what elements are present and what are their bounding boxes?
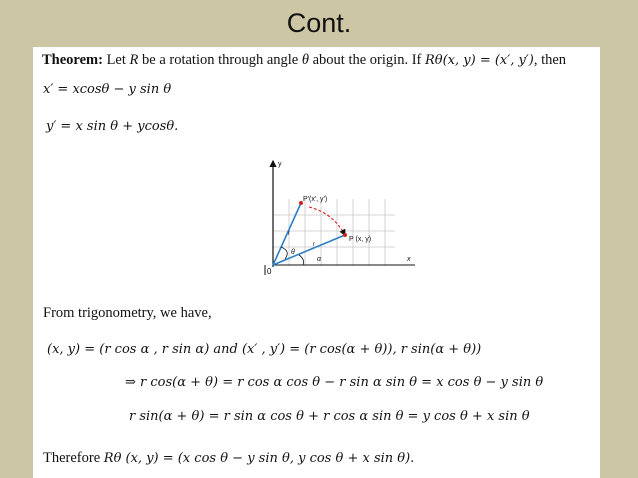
theorem-var-theta: θ [301, 52, 309, 68]
axis-y-label: y [278, 161, 282, 168]
radius-label-1: r [288, 231, 290, 237]
equation-y-prime: y′ = x sin θ + ycosθ. [46, 119, 179, 134]
axis-x-label: x [407, 256, 411, 263]
slide-title: Cont. [286, 8, 352, 38]
therefore-line [43, 450, 414, 467]
alpha-arc [299, 255, 304, 265]
equation-x-prime: x′ = xcosθ − y sin θ [43, 82, 172, 97]
from-trigonometry-text: From trigonometry, we have, [43, 305, 212, 321]
content-card [33, 47, 600, 478]
equation-cos-expansion: ⇒ r cos(α + θ) = r cos α cos θ − r sin α sin θ = x cos θ − y sin θ [125, 375, 544, 390]
theorem-text-4: , then [533, 52, 567, 68]
equation-sin-expansion: r sin(α + θ) = r sin α cos θ + r cos α sin θ = y cos θ + x sin θ [129, 409, 530, 424]
rotation-diagram [261, 155, 421, 280]
radius-label-2: r [313, 242, 315, 248]
origin-label: 0 [267, 267, 272, 276]
theorem-label: Theorem: [42, 52, 103, 68]
theorem-line [42, 52, 566, 69]
equation-polar: (x, y) = (r cos α , r sin α) and (x′ , y′) = (r cos(α + θ)), r sin(α + θ)) [47, 342, 482, 357]
theorem-text-2: be a rotation through angle [138, 52, 302, 68]
theorem-var-r: R [129, 52, 139, 68]
point-p-marker [343, 233, 347, 237]
point-p-prime-label: P′(x′, y′) [303, 196, 328, 203]
theorem-text-1: Let [102, 52, 130, 68]
theta-arc [281, 247, 287, 259]
theorem-text-3: about the origin. If [309, 52, 425, 68]
theorem-mapping: Rθ(x, y) = (x′, y′) [424, 53, 534, 68]
theta-label: θ [291, 249, 295, 256]
therefore-lead: Therefore [43, 450, 104, 466]
alpha-label: α [317, 256, 321, 263]
therefore-expression: Rθ (x, y) = (x cos θ − y sin θ, y cos θ + x sin θ). [103, 451, 415, 466]
point-p-label: P (x, y) [349, 236, 372, 243]
